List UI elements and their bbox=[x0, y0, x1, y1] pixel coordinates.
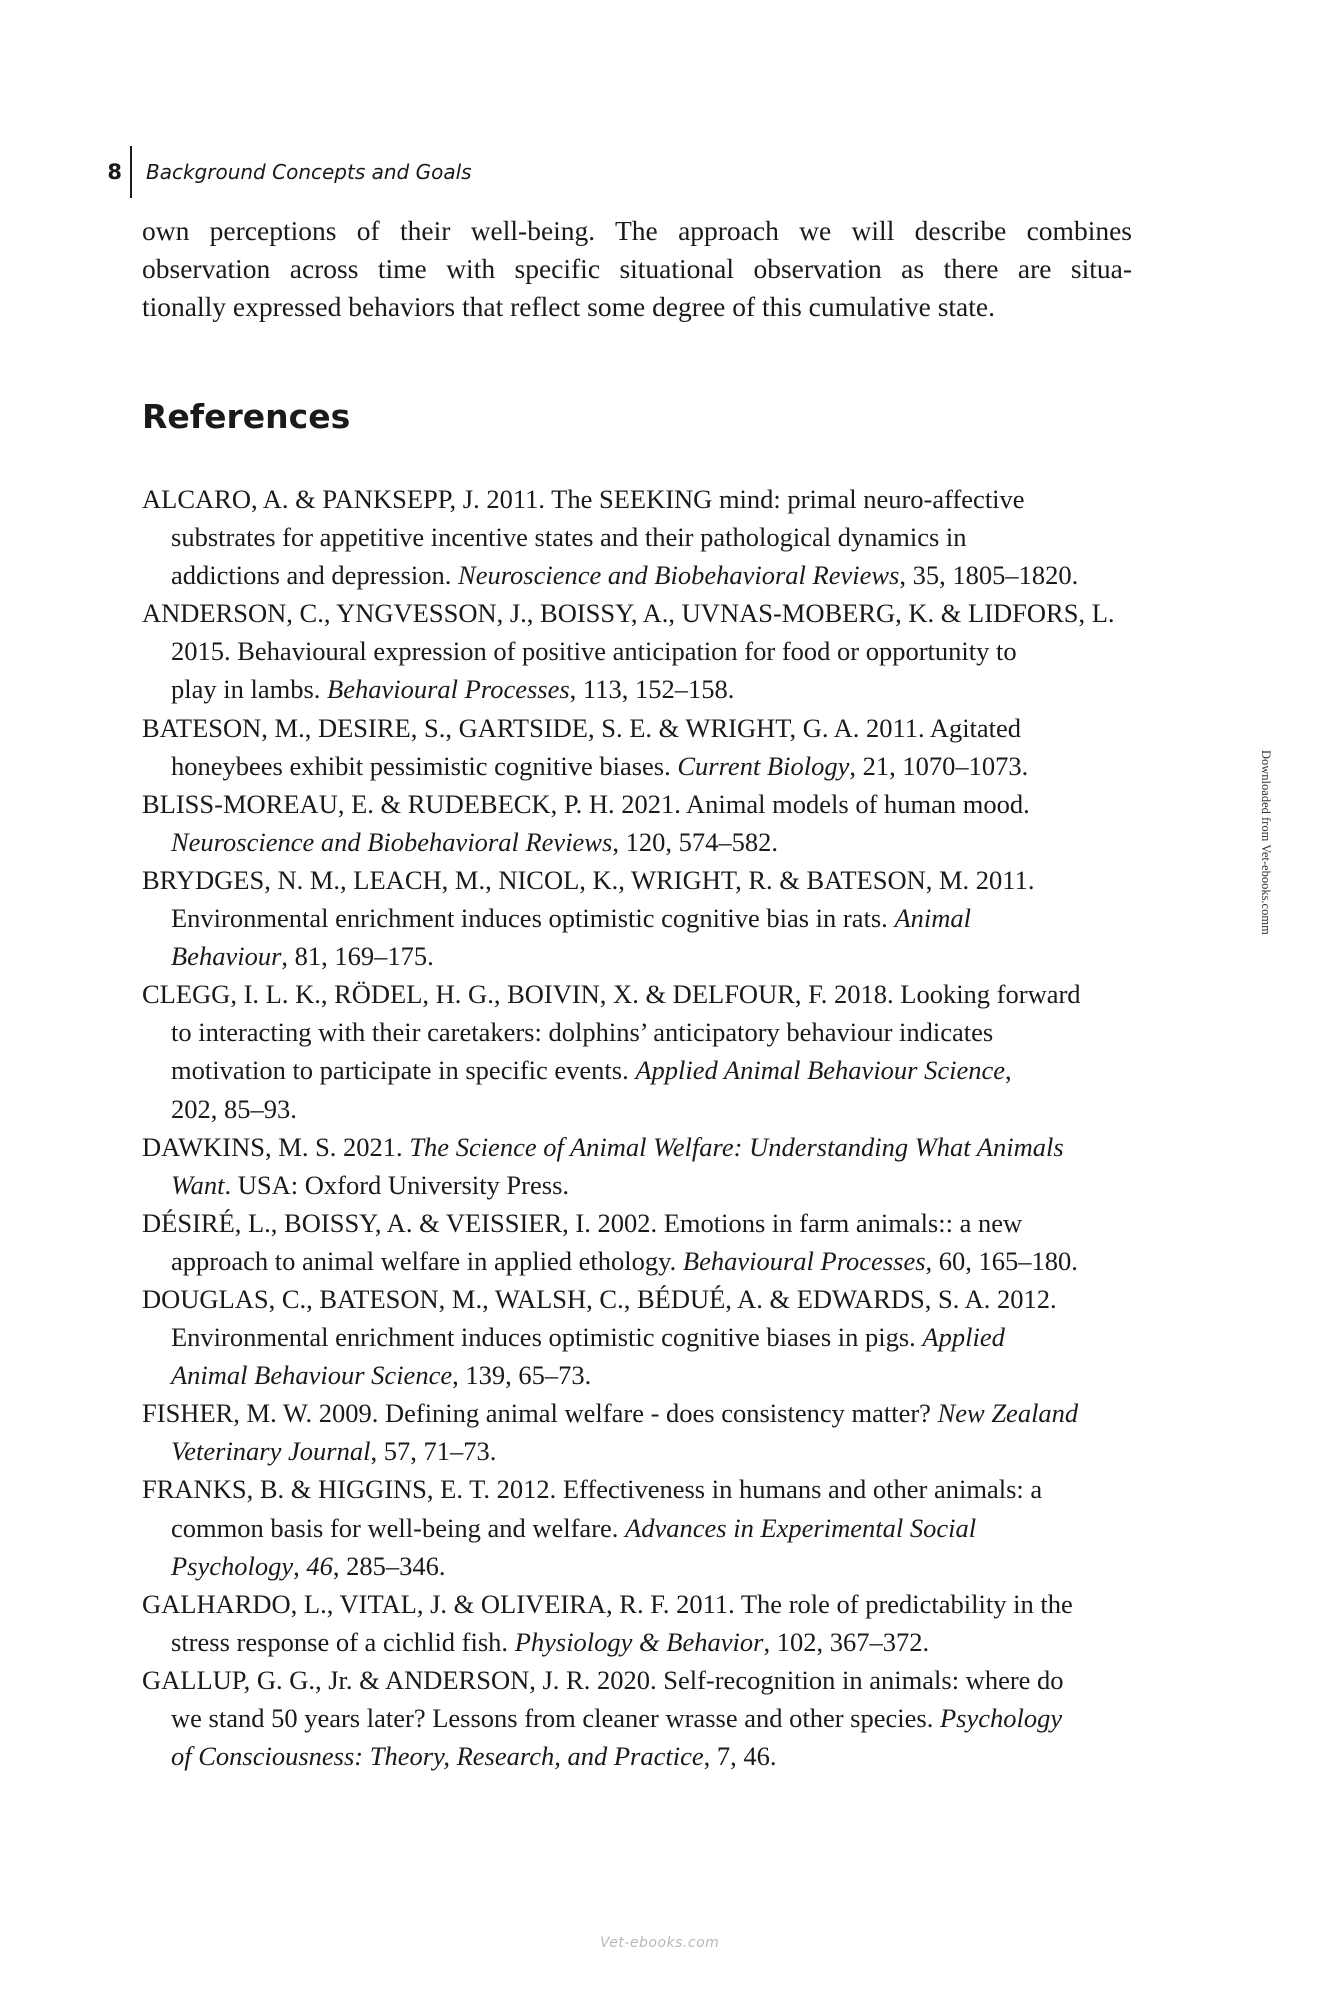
reference-line bbox=[142, 747, 1142, 785]
reference-text: DOUGLAS, C., BATESON, M., WALSH, C., BÉDUÉ, A. & EDWARDS, S. A. 2012. bbox=[142, 1283, 1057, 1314]
intro-line: own perceptions of their well-being. The approach we will describe combines bbox=[142, 215, 1132, 246]
reference-italic-text: Advances in Experimental Social bbox=[625, 1512, 977, 1543]
reference-italic-text: Neuroscience and Biobehavioral Reviews bbox=[458, 560, 900, 591]
reference-italic-text: Veterinary Journal bbox=[171, 1436, 371, 1467]
reference-entry bbox=[142, 594, 1142, 708]
intro-line: tionally expressed behaviors that reflect some degree of this cumulative state. bbox=[142, 291, 995, 322]
reference-line bbox=[142, 785, 1142, 823]
reference-text: , 7, 46. bbox=[703, 1741, 777, 1772]
references-heading: References bbox=[142, 397, 351, 436]
reference-italic-text: Behavioural Processes bbox=[682, 1245, 926, 1276]
reference-entry bbox=[142, 480, 1142, 594]
reference-entry bbox=[142, 785, 1142, 861]
reference-italic-text: Animal bbox=[894, 903, 971, 934]
reference-text: , 35, 1805–1820. bbox=[899, 560, 1079, 591]
reference-text: , bbox=[1005, 1055, 1012, 1086]
reference-line bbox=[142, 899, 1142, 937]
reference-italic-text: Applied bbox=[922, 1322, 1005, 1353]
reference-line bbox=[142, 975, 1142, 1013]
intro-paragraph bbox=[142, 212, 1132, 326]
reference-line bbox=[142, 709, 1142, 747]
reference-line bbox=[142, 937, 1142, 975]
reference-line bbox=[142, 1128, 1142, 1166]
reference-text: , 120, 574–582. bbox=[612, 826, 778, 857]
page-header bbox=[100, 146, 472, 198]
reference-text: motivation to participate in specific events. bbox=[171, 1055, 636, 1086]
reference-line bbox=[142, 670, 1142, 708]
reference-line bbox=[142, 518, 1142, 556]
reference-italic-text: 46 bbox=[306, 1550, 333, 1581]
reference-entry bbox=[142, 1204, 1142, 1280]
reference-line bbox=[142, 861, 1142, 899]
reference-text: GALLUP, G. G., Jr. & ANDERSON, J. R. 2020. Self-recognition in animals: where do bbox=[142, 1664, 1064, 1695]
reference-line bbox=[142, 1623, 1142, 1661]
reference-entry bbox=[142, 1470, 1142, 1584]
reference-italic-text: Current Biology bbox=[677, 750, 850, 781]
reference-line bbox=[142, 1470, 1142, 1508]
reference-italic-text: New Zealand bbox=[937, 1398, 1079, 1429]
reference-text: CLEGG, I. L. K., RÖDEL, H. G., BOIVIN, X. & DELFOUR, F. 2018. Looking forward bbox=[142, 979, 1081, 1010]
reference-line bbox=[142, 556, 1142, 594]
reference-text: addictions and depression. bbox=[171, 560, 459, 591]
reference-italic-text: of Consciousness: Theory, Research, and Practice bbox=[171, 1741, 704, 1772]
reference-line bbox=[142, 823, 1142, 861]
reference-italic-text: Physiology & Behavior bbox=[514, 1626, 764, 1657]
reference-italic-text: Behavioural Processes bbox=[327, 674, 570, 705]
reference-line bbox=[142, 1661, 1142, 1699]
reference-text: , 60, 165–180. bbox=[925, 1245, 1078, 1276]
reference-text: ALCARO, A. & PANKSEPP, J. 2011. The SEEKING mind: primal neuro-affective bbox=[142, 484, 1025, 514]
reference-text: , 81, 169–175. bbox=[281, 941, 434, 972]
reference-line bbox=[142, 1242, 1142, 1280]
reference-text: to interacting with their caretakers: dolphins’ anticipatory behaviour indicates bbox=[171, 1017, 994, 1048]
reference-line bbox=[142, 1432, 1142, 1470]
reference-text: BATESON, M., DESIRE, S., GARTSIDE, S. E. & WRIGHT, G. A. 2011. Agitated bbox=[142, 712, 1022, 743]
references-list bbox=[142, 480, 1142, 1775]
reference-italic-text: Applied Animal Behaviour Science bbox=[635, 1055, 1006, 1086]
reference-line bbox=[142, 594, 1142, 632]
reference-entry bbox=[142, 975, 1142, 1127]
reference-text: FISHER, M. W. 2009. Defining animal welfare - does consistency matter? bbox=[142, 1398, 938, 1429]
reference-line bbox=[142, 1547, 1142, 1585]
reference-line bbox=[142, 1509, 1142, 1547]
reference-entry bbox=[142, 1280, 1142, 1394]
reference-line bbox=[142, 1737, 1142, 1775]
reference-text: FRANKS, B. & HIGGINS, E. T. 2012. Effectiveness in humans and other animals: a bbox=[142, 1474, 1043, 1505]
reference-text: DAWKINS, M. S. 2021. bbox=[142, 1131, 410, 1162]
reference-text: 202, 85–93. bbox=[171, 1093, 297, 1124]
header-divider bbox=[130, 146, 132, 198]
reference-text: , 139, 65–73. bbox=[452, 1360, 592, 1391]
reference-text: BRYDGES, N. M., LEACH, M., NICOL, K., WRIGHT, R. & BATESON, M. 2011. bbox=[142, 864, 1035, 895]
reference-text: 2015. Behavioural expression of positive anticipation for food or opportunity to bbox=[171, 636, 1017, 667]
reference-text: play in lambs. bbox=[171, 674, 328, 705]
reference-line bbox=[142, 632, 1142, 670]
reference-line bbox=[142, 1356, 1142, 1394]
reference-text: we stand 50 years later? Lessons from cleaner wrasse and other species. bbox=[171, 1703, 940, 1733]
reference-line bbox=[142, 1318, 1142, 1356]
reference-text: BLISS-MOREAU, E. & RUDEBECK, P. H. 2021. Animal models of human mood. bbox=[142, 788, 1030, 819]
reference-line bbox=[142, 1204, 1142, 1242]
intro-line: observation across time with specific situational observation as there are situa- bbox=[142, 253, 1132, 284]
page-number: 8 bbox=[107, 160, 122, 184]
reference-italic-text: Psychology bbox=[939, 1703, 1063, 1733]
reference-line bbox=[142, 1013, 1142, 1051]
reference-entry bbox=[142, 861, 1142, 975]
running-head: Background Concepts and Goals bbox=[146, 160, 472, 184]
reference-text: GALHARDO, L., VITAL, J. & OLIVEIRA, R. F. 2011. The role of predictability in the bbox=[142, 1588, 1073, 1619]
reference-text: , 102, 367–372. bbox=[763, 1626, 930, 1657]
reference-italic-text: Neuroscience and Biobehavioral Reviews bbox=[171, 826, 613, 857]
reference-italic-text: Want bbox=[171, 1169, 225, 1200]
reference-line bbox=[142, 1166, 1142, 1204]
reference-line bbox=[142, 1051, 1142, 1089]
reference-italic-text: Psychology bbox=[171, 1550, 294, 1581]
reference-text: approach to animal welfare in applied ethology. bbox=[171, 1245, 683, 1276]
reference-line bbox=[142, 1585, 1142, 1623]
reference-entry bbox=[142, 1128, 1142, 1204]
reference-text: ANDERSON, C., YNGVESSON, J., BOISSY, A., UVNAS-MOBERG, K. & LIDFORS, L. bbox=[142, 598, 1115, 629]
reference-italic-text: Behaviour bbox=[171, 941, 282, 972]
reference-text: , 21, 1070–1073. bbox=[849, 750, 1029, 781]
reference-text: Environmental enrichment induces optimistic cognitive biases in pigs. bbox=[171, 1322, 923, 1353]
reference-line bbox=[142, 1394, 1142, 1432]
reference-text: Environmental enrichment induces optimistic cognitive bias in rats. bbox=[171, 903, 895, 934]
reference-text: . USA: Oxford University Press. bbox=[224, 1169, 570, 1200]
reference-entry bbox=[142, 1394, 1142, 1470]
reference-text: DÉSIRÉ, L., BOISSY, A. & VEISSIER, I. 2002. Emotions in farm animals:: a new bbox=[142, 1207, 1023, 1238]
reference-text: , bbox=[293, 1550, 307, 1581]
reference-text: honeybees exhibit pessimistic cognitive biases. bbox=[171, 750, 678, 781]
reference-entry bbox=[142, 1585, 1142, 1661]
reference-entry bbox=[142, 709, 1142, 785]
reference-text: substrates for appetitive incentive states and their pathological dynamics in bbox=[171, 522, 967, 553]
reference-text: , 285–346. bbox=[332, 1550, 446, 1581]
footer-logo: Vet-ebooks.com bbox=[600, 1935, 720, 1951]
reference-line bbox=[142, 1280, 1142, 1318]
reference-italic-text: Animal Behaviour Science bbox=[171, 1360, 453, 1391]
reference-line bbox=[142, 1699, 1142, 1737]
reference-entry bbox=[142, 1661, 1142, 1775]
download-watermark: Downloaded from Vet-ebooks.comm bbox=[1259, 750, 1273, 935]
reference-text: common basis for well-being and welfare. bbox=[171, 1512, 626, 1543]
reference-text: , 57, 71–73. bbox=[370, 1436, 497, 1467]
reference-line bbox=[142, 1090, 1142, 1128]
reference-text: , 113, 152–158. bbox=[569, 674, 735, 705]
reference-text: stress response of a cichlid fish. bbox=[171, 1626, 515, 1657]
reference-line bbox=[142, 480, 1142, 518]
reference-italic-text: The Science of Animal Welfare: Understanding What Animals bbox=[409, 1131, 1064, 1162]
